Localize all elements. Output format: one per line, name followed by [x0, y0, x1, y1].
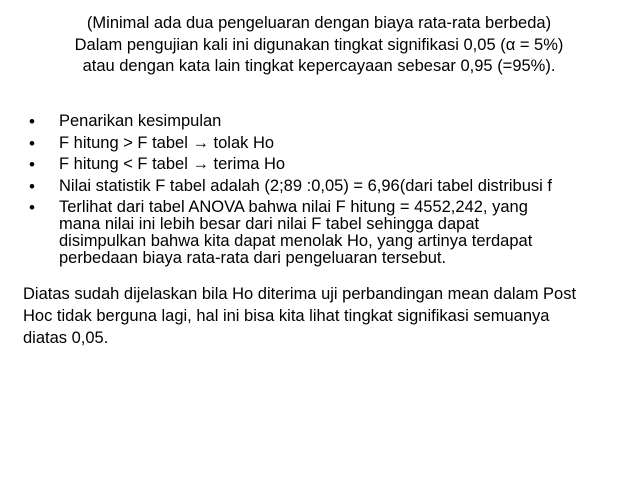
- bullet-text: [59, 113, 629, 130]
- bullet-icon: •: [29, 198, 35, 217]
- closing-line: Diatas sudah dijelaskan bila Ho diterima uji perbandingan mean dalam Post: [23, 285, 577, 303]
- bullet-item: [29, 156, 629, 173]
- bullet-line: Terlihat dari tabel ANOVA bahwa nilai F hitung = 4552,242, yang: [59, 198, 528, 216]
- closing-paragraph: [23, 283, 623, 349]
- intro-line: (Minimal ada dua pengeluaran dengan biaya rata-rata berbeda): [86, 14, 552, 32]
- bullet-item: [29, 178, 629, 195]
- bullet-line: disimpulkan bahwa kita dapat menolak Ho, yang artinya terdapat: [59, 232, 533, 250]
- bullet-item: [29, 113, 629, 130]
- bullet-item: [29, 135, 629, 152]
- bullet-icon: •: [29, 133, 35, 153]
- bullet-icon: •: [29, 155, 35, 174]
- bullet-line: mana nilai ini lebih besar dari nilai F tabel sehingga dapat: [59, 215, 480, 233]
- bullet-line: F hitung > F tabel → tolak Ho: [59, 133, 275, 152]
- bullet-icon: •: [29, 176, 35, 196]
- bullet-text: [59, 135, 629, 152]
- bullet-line: Nilai statistik F tabel adalah (2;89 :0,05) = 6,96(dari tabel distribusi f: [59, 176, 552, 195]
- bullet-text: [59, 178, 629, 195]
- bullet-item: [29, 199, 629, 267]
- bullet-icon: •: [29, 112, 35, 131]
- intro-line: Dalam pengujian kali ini digunakan tingkat signifikasi 0,05 (α = 5%): [74, 35, 564, 54]
- intro-text: [0, 13, 638, 78]
- closing-line: Hoc tidak berguna lagi, hal ini bisa kita lihat tingkat signifikasi semuanya: [23, 307, 550, 325]
- closing-line: diatas 0,05.: [23, 329, 109, 347]
- bullet-line: perbedaan biaya rata-rata dari pengeluaran tersebut.: [59, 249, 447, 267]
- bullet-line: F hitung < F tabel → terima Ho: [59, 155, 286, 173]
- bullet-text: [59, 199, 629, 267]
- intro-line: atau dengan kata lain tingkat kepercayaan sebesar 0,95 (=95%).: [82, 57, 556, 75]
- bullet-line: Penarikan kesimpulan: [59, 112, 222, 130]
- bullet-text: [59, 156, 629, 173]
- conclusion-bullet-list: [29, 113, 629, 272]
